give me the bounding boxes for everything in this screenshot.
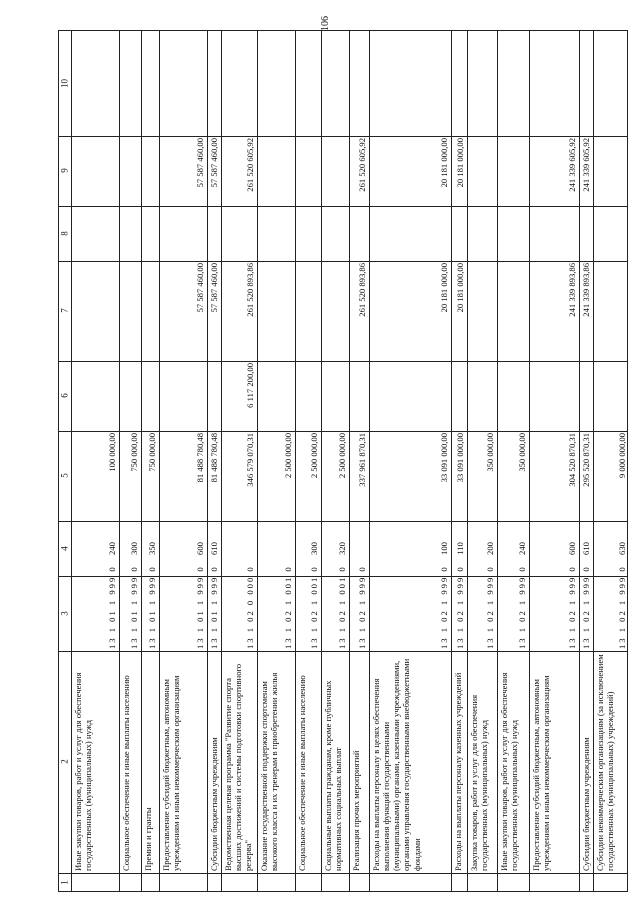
row-amount: 20 181 000,00 bbox=[455, 138, 465, 188]
row-name: Социальное обеспечение и иные выплаты населению bbox=[297, 675, 307, 871]
row-amount: 57 587 460,00 bbox=[195, 138, 205, 188]
row-name: Субсидии некоммерческим организациям (за исключением государственных (муниципальных) учреждений) bbox=[595, 654, 616, 871]
row-code: 13 1 02 1 999 0 bbox=[617, 565, 627, 649]
row-amount: 2 500 000,00 bbox=[337, 433, 347, 479]
row-divider bbox=[369, 31, 370, 891]
budget-table bbox=[58, 30, 628, 892]
column-number-4: 4 bbox=[59, 545, 70, 551]
row-name: Социальное обеспечение и иные выплаты населению bbox=[121, 675, 131, 871]
row-code: 13 1 02 1 999 0 bbox=[485, 565, 495, 649]
row-amount: 57 587 460,00 bbox=[195, 263, 205, 313]
row-amount: 304 520 870,31 bbox=[567, 433, 577, 487]
row-expense-type: 300 bbox=[129, 542, 139, 555]
row-name: Субсидии бюджетным учреждениям bbox=[209, 737, 219, 871]
row-code: 13 1 01 1 999 0 bbox=[195, 565, 205, 649]
row-code: 13 1 02 1 999 0 bbox=[517, 565, 527, 649]
row-code: 13 1 02 0 000 0 bbox=[245, 565, 255, 649]
row-code: 13 1 02 1 999 0 bbox=[455, 565, 465, 649]
row-amount: 241 339 893,86 bbox=[581, 263, 591, 317]
row-divider bbox=[529, 31, 530, 891]
column-number-8: 8 bbox=[59, 230, 70, 236]
row-divider bbox=[451, 31, 452, 891]
row-name: Иные закупки товаров, работ и услуг для обеспечения государственных (муниципальных) нужд bbox=[499, 672, 520, 871]
column-divider bbox=[59, 521, 627, 522]
row-amount: 6 117 200,00 bbox=[245, 363, 255, 408]
row-name: Расходы на выплаты персоналу в целях обеспечения выполнения функций государственными (муниципальными) органами, казенными учреждениями, органами управления государственными внебюджетными фондами bbox=[371, 658, 422, 871]
row-name: Закупка товаров, работ и услуг для обеспечения государственных (муниципальных) нужд bbox=[469, 694, 490, 871]
row-expense-type: 200 bbox=[485, 542, 495, 555]
row-amount: 81 488 780,48 bbox=[195, 433, 205, 483]
row-divider bbox=[497, 31, 498, 891]
row-divider bbox=[141, 31, 142, 891]
row-amount: 81 488 780,48 bbox=[209, 433, 219, 483]
column-number-10: 10 bbox=[59, 78, 70, 88]
row-name: Оказание государственной поддержки спортсменам высокого класса и их тренерам в приобретении жилья bbox=[259, 672, 280, 871]
row-expense-type: 600 bbox=[567, 542, 577, 555]
row-code: 13 1 02 1 001 0 bbox=[309, 565, 319, 649]
column-number-9: 9 bbox=[59, 168, 70, 173]
row-divider bbox=[593, 31, 594, 891]
row-name: Предоставление субсидий бюджетным, автономным учреждениям и иным некоммерческим организациям bbox=[161, 675, 182, 871]
row-amount: 295 520 870,31 bbox=[581, 433, 591, 487]
column-divider bbox=[59, 261, 627, 262]
row-expense-type: 320 bbox=[337, 542, 347, 555]
column-number-3: 3 bbox=[59, 610, 70, 616]
row-amount: 241 339 605,92 bbox=[567, 138, 577, 192]
column-divider bbox=[59, 206, 627, 207]
row-divider bbox=[349, 31, 350, 891]
row-expense-type: 610 bbox=[209, 542, 219, 555]
row-divider bbox=[221, 31, 222, 891]
row-amount: 750 000,00 bbox=[129, 433, 139, 472]
row-amount: 9 000 000,00 bbox=[617, 433, 627, 479]
row-expense-type: 100 bbox=[439, 542, 449, 555]
row-code: 13 1 01 1 999 0 bbox=[107, 565, 117, 649]
column-number-1: 1 bbox=[59, 880, 70, 885]
row-code: 13 1 01 1 999 0 bbox=[129, 565, 139, 649]
row-name: Расходы на выплаты персоналу казенных учреждений bbox=[453, 672, 463, 871]
column-divider bbox=[59, 651, 627, 652]
row-amount: 33 091 000,00 bbox=[455, 433, 465, 483]
row-amount: 261 520 605,92 bbox=[245, 138, 255, 192]
row-amount: 57 587 460,00 bbox=[209, 263, 219, 313]
row-amount: 337 961 870,31 bbox=[357, 433, 367, 487]
row-code: 13 1 02 1 999 0 bbox=[439, 565, 449, 649]
row-name: Субсидии бюджетным учреждениям bbox=[581, 737, 591, 871]
row-amount: 350 000,00 bbox=[517, 433, 527, 472]
row-expense-type: 240 bbox=[107, 542, 117, 555]
row-amount: 2 500 000,00 bbox=[309, 433, 319, 479]
column-divider bbox=[59, 873, 627, 874]
row-amount: 750 000,00 bbox=[147, 433, 157, 472]
row-expense-type: 240 bbox=[517, 542, 527, 555]
row-expense-type: 110 bbox=[455, 542, 465, 555]
row-name: Предоставление субсидий бюджетным, автономным учреждениям и иным некоммерческим организациям bbox=[531, 675, 552, 871]
row-divider bbox=[207, 31, 208, 891]
row-divider bbox=[467, 31, 468, 891]
row-amount: 261 520 605,92 bbox=[357, 138, 367, 192]
row-code: 13 1 02 1 001 0 bbox=[283, 565, 293, 649]
row-amount: 33 091 000,00 bbox=[439, 433, 449, 483]
row-code: 13 1 02 1 999 0 bbox=[581, 565, 591, 649]
row-divider bbox=[159, 31, 160, 891]
header-divider bbox=[71, 31, 72, 891]
column-divider bbox=[59, 361, 627, 362]
row-amount: 346 579 070,31 bbox=[245, 433, 255, 487]
row-expense-type: 350 bbox=[147, 542, 157, 555]
row-amount: 2 500 000,00 bbox=[283, 433, 293, 479]
row-amount: 20 181 000,00 bbox=[439, 263, 449, 313]
row-divider bbox=[257, 31, 258, 891]
column-number-7: 7 bbox=[59, 308, 70, 313]
row-amount: 100 000,00 bbox=[107, 433, 117, 472]
row-code: 13 1 02 1 999 0 bbox=[357, 565, 367, 649]
column-number-6: 6 bbox=[59, 393, 70, 398]
row-name: Реализация прочих мероприятий bbox=[351, 750, 361, 871]
column-divider bbox=[59, 136, 627, 137]
row-divider bbox=[119, 31, 120, 891]
row-expense-type: 610 bbox=[581, 542, 591, 555]
row-code: 13 1 02 1 001 0 bbox=[337, 565, 347, 649]
row-amount: 350 000,00 bbox=[485, 433, 495, 472]
row-expense-type: 630 bbox=[617, 542, 627, 555]
row-name: Иные закупки товаров, работ и услуг для обеспечения государственных (муниципальных) нужд bbox=[73, 672, 94, 871]
row-expense-type: 300 bbox=[309, 542, 319, 555]
column-number-5: 5 bbox=[59, 473, 70, 478]
column-number-2: 2 bbox=[59, 759, 70, 764]
row-amount: 261 520 893,86 bbox=[245, 263, 255, 317]
column-divider bbox=[59, 431, 627, 432]
row-divider bbox=[295, 31, 296, 891]
row-name: Премии и гранты bbox=[143, 807, 153, 871]
row-amount: 261 520 893,86 bbox=[357, 263, 367, 317]
row-code: 13 1 01 1 999 0 bbox=[147, 565, 157, 649]
row-amount: 20 181 000,00 bbox=[455, 263, 465, 313]
row-amount: 241 339 605,92 bbox=[581, 138, 591, 192]
row-amount: 241 339 893,86 bbox=[567, 263, 577, 317]
row-name: Социальные выплаты гражданам, кроме публичных нормативных социальных выплат bbox=[323, 680, 344, 871]
row-divider bbox=[579, 31, 580, 891]
row-amount: 57 587 460,00 bbox=[209, 138, 219, 188]
row-code: 13 1 02 1 999 0 bbox=[567, 565, 577, 649]
row-expense-type: 600 bbox=[195, 542, 205, 555]
row-amount: 20 181 000,00 bbox=[439, 138, 449, 188]
page-number: 106 bbox=[320, 16, 331, 31]
row-divider bbox=[321, 31, 322, 891]
row-code: 13 1 01 1 999 0 bbox=[209, 565, 219, 649]
row-name: Ведомственная целевая программа "Развитие спорта высших достижений и системы подготовки спортивного резерва" bbox=[223, 663, 254, 871]
